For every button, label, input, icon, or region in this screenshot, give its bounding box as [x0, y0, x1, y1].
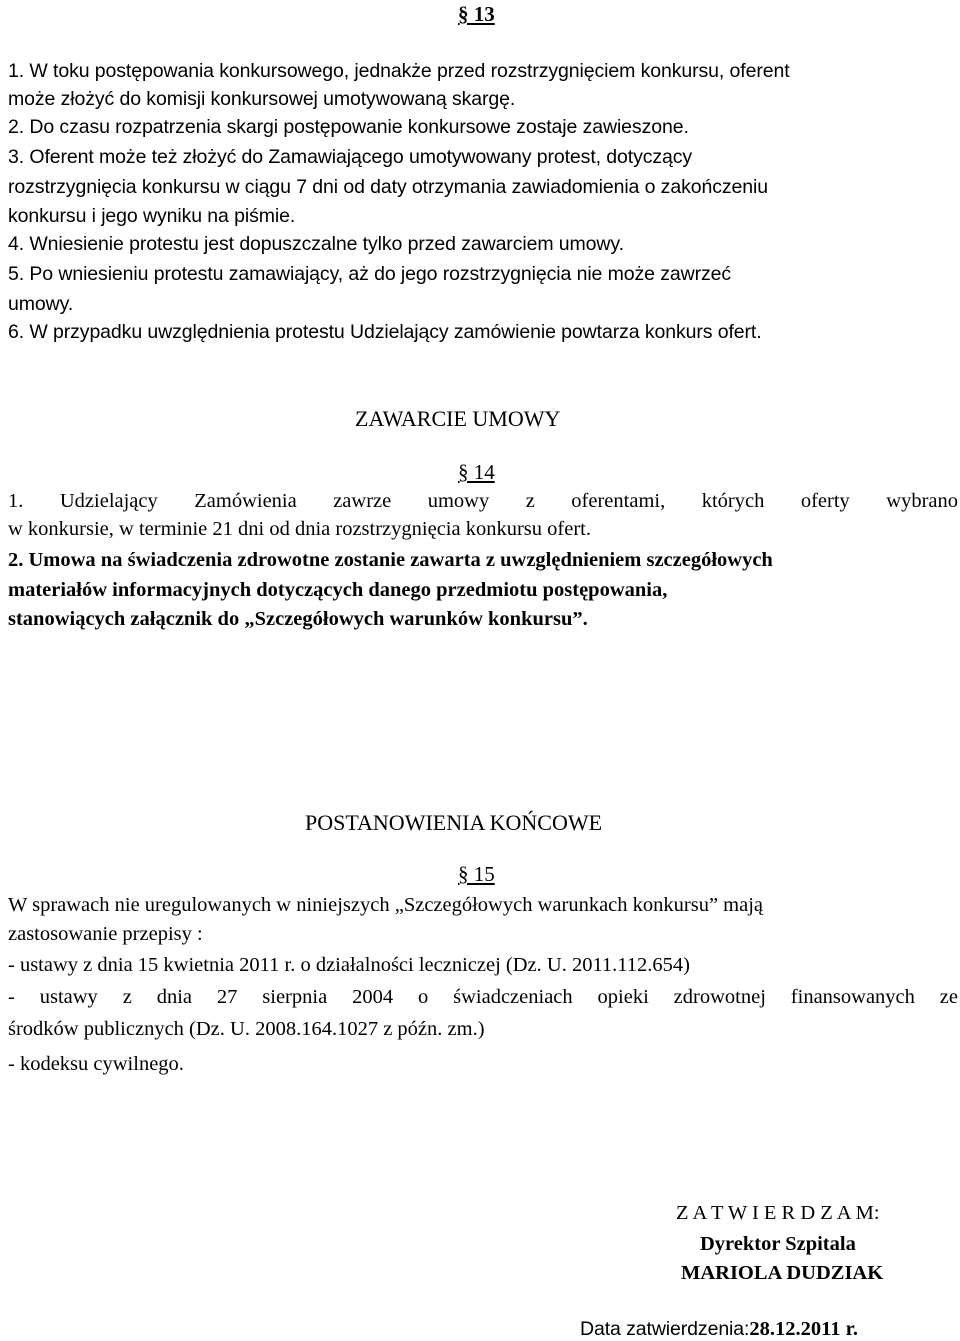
contract-section-title: ZAWARCIE UMOWY — [355, 406, 561, 431]
approval-date-value: 28.12.2011 r. — [749, 1318, 858, 1340]
section-13-point-5-line-2: umowy. — [8, 293, 74, 315]
section-15-act-1: - ustawy z dnia 15 kwietnia 2011 r. o działalności leczniczej (Dz. U. 2011.112.654) — [8, 954, 690, 976]
section-14-heading: § 14 — [458, 460, 495, 484]
section-14-point-2-line-2: materiałów informacyjnych dotyczących danego przedmiotu postępowania, — [8, 579, 668, 601]
section-13-point-1-line-1: 1. W toku postępowania konkursowego, jednakże przed rozstrzygnięciem konkursu, oferent — [8, 60, 790, 82]
section-15-line-2: zastosowanie przepisy : — [8, 923, 203, 945]
section-13-point-1-line-2: może złożyć do komisji konkursowej umotywowaną skargę. — [8, 88, 516, 110]
section-15-line-1: W sprawach nie uregulowanych w niniejszych „Szczegółowych warunkach konkursu” mają — [8, 894, 764, 916]
section-13-point-3-line-3: konkursu i jego wyniku na piśmie. — [8, 205, 296, 227]
section-14-point-1-line-2: w konkursie, w terminie 21 dni od dnia rozstrzygnięcia konkursu ofert. — [8, 518, 591, 540]
section-15-heading: § 15 — [458, 862, 495, 886]
section-15-act-3: - kodeksu cywilnego. — [8, 1053, 184, 1075]
section-13-point-3-line-1: 3. Oferent może też złożyć do Zamawiającego umotywowany protest, dotyczący — [8, 146, 693, 168]
signatory-role: Dyrektor Szpitala — [700, 1233, 856, 1255]
section-13-point-3-line-2: rozstrzygnięcia konkursu w ciągu 7 dni od daty otrzymania zawiadomienia o zakończeniu — [8, 176, 768, 198]
signatory-name: MARIOLA DUDZIAK — [681, 1262, 884, 1284]
section-13-point-5-line-1: 5. Po wniesieniu protestu zamawiający, aż do jego rozstrzygnięcia nie może zawrzeć — [8, 263, 732, 285]
section-14-point-1-line-1: 1. Udzielający Zamówienia zawrze umowy z oferentami, których oferty wybrano — [8, 490, 958, 512]
final-provisions-title: POSTANOWIENIA KOŃCOWE — [305, 810, 603, 835]
approval-label: Z A T W I E R D Z A M: — [676, 1202, 880, 1224]
section-14-point-2-line-1: 2. Umowa na świadczenia zdrowotne zostanie zawarta z uwzględnieniem szczegółowych — [8, 549, 773, 571]
approval-date-label: Data zatwierdzenia: — [580, 1318, 750, 1340]
section-13-heading: § 13 — [458, 2, 495, 26]
section-14-point-2-line-3: stanowiących załącznik do „Szczegółowych warunków konkursu”. — [8, 608, 588, 630]
section-13-point-2: 2. Do czasu rozpatrzenia skargi postępowanie konkursowe zostaje zawieszone. — [8, 116, 689, 138]
section-15-act-2-line-2: środków publicznych (Dz. U. 2008.164.1027 z późn. zm.) — [8, 1018, 485, 1040]
section-15-act-2-line-1: - ustawy z dnia 27 sierpnia 2004 o świadczeniach opieki zdrowotnej finansowanych ze — [8, 986, 958, 1008]
section-13-point-6: 6. W przypadku uwzględnienia protestu Udzielający zamówienie powtarza konkurs ofert. — [8, 321, 762, 343]
section-13-point-4: 4. Wniesienie protestu jest dopuszczalne tylko przed zawarciem umowy. — [8, 233, 624, 255]
approval-date — [580, 1318, 858, 1341]
